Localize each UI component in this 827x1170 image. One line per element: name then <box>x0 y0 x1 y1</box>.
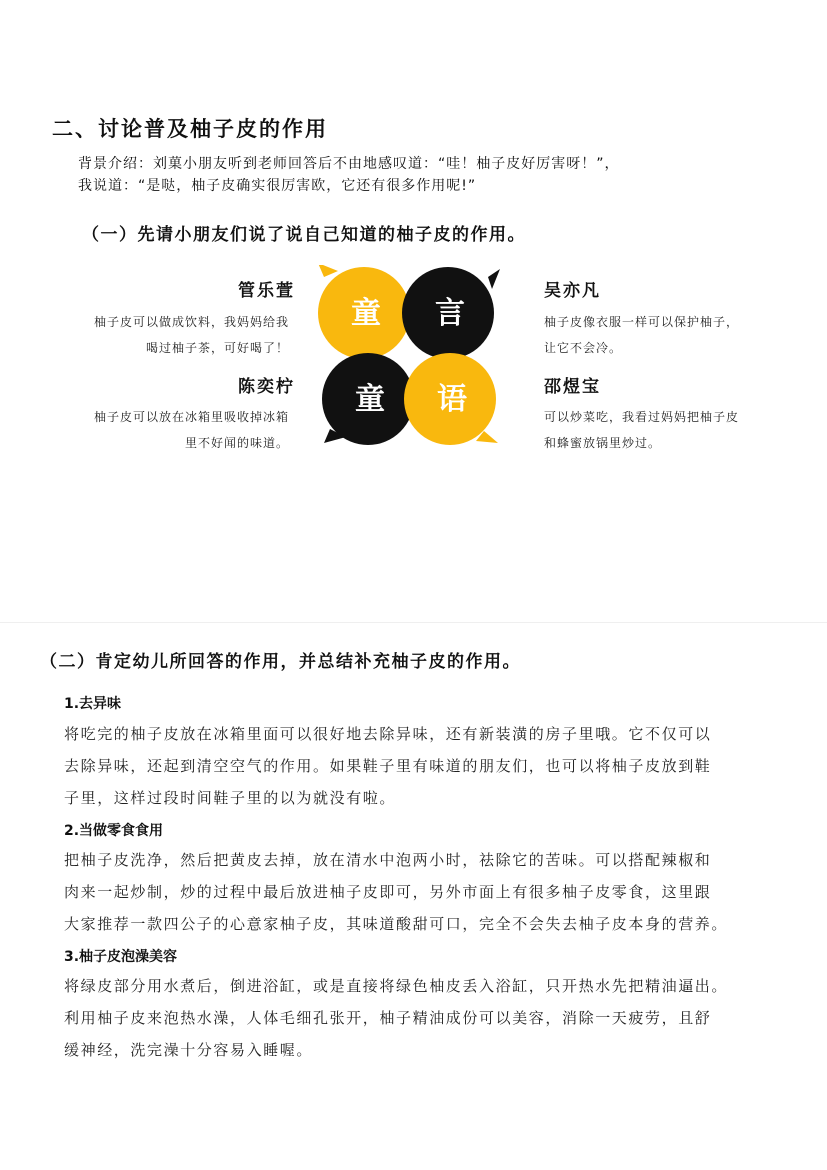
kid-quote-2 <box>544 309 739 361</box>
item-3-line-3: 缓神经，洗完澡十分容易入睡喔。 <box>64 1041 314 1059</box>
item-2-line-3: 大家推荐一款四公子的心意家柚子皮，其味道酸甜可口，完全不会失去柚子皮本身的营养。 <box>64 915 729 933</box>
part2-title: （二）肯定幼儿所回答的作用，并总结补充柚子皮的作用。 <box>40 652 521 672</box>
item-1-line-3: 子里，这样过段时间鞋子里的以为就没有啦。 <box>64 789 397 807</box>
bubble-char-1: 童 <box>351 296 381 331</box>
item-2-line-2: 肉来一起炒制，炒的过程中最后放进柚子皮即可，另外市面上有很多柚子皮零食，这里跟 <box>64 883 712 901</box>
page-divider <box>0 622 827 623</box>
item-2-line-1: 把柚子皮洗净，然后把黄皮去掉，放在清水中泡两小时，祛除它的苦味。可以搭配辣椒和 <box>64 851 712 869</box>
item-1-body <box>64 718 711 814</box>
kid-quote-4-line-2: 和蜂蜜放锅里炒过。 <box>544 436 662 450</box>
kid-quote-4-line-1: 可以炒菜吃，我看过妈妈把柚子皮 <box>544 410 740 424</box>
kid-quote-1-line-1: 柚子皮可以做成饮料，我妈妈给我 <box>93 315 289 329</box>
intro-line-1: 背景介绍：刘菓小朋友听到老师回答后不由地感叹道：“哇！柚子皮好厉害呀！”， <box>78 156 620 172</box>
bubble-char-2: 言 <box>435 296 465 331</box>
bubble-char-4: 语 <box>437 382 467 417</box>
part1-title: （一）先请小朋友们说了说自己知道的柚子皮的作用。 <box>82 225 526 245</box>
kid-name-3: 陈奕柠 <box>238 377 295 397</box>
item-3-line-1: 将绿皮部分用水煮后，倒进浴缸，或是直接将绿色柚皮丢入浴缸，只开热水先把精油逼出。 <box>64 977 729 995</box>
item-3-body <box>64 970 728 1066</box>
item-3-title: 3.柚子皮泡澡美容 <box>64 949 178 965</box>
kid-name-2: 吴亦凡 <box>544 281 601 301</box>
item-1-title: 1.去异味 <box>64 696 122 712</box>
kid-quote-1 <box>94 309 289 361</box>
speech-bubbles-graphic <box>316 265 516 455</box>
kid-name-1: 管乐萱 <box>238 281 295 301</box>
section-title: 二、讨论普及柚子皮的作用 <box>52 117 328 141</box>
kid-name-4: 邵煜宝 <box>544 377 601 397</box>
kid-quote-3-line-1: 柚子皮可以放在冰箱里吸收掉冰箱 <box>93 410 289 424</box>
item-1-line-2: 去除异味，还起到清空空气的作用。如果鞋子里有味道的朋友们，也可以将柚子皮放到鞋 <box>64 757 712 775</box>
bubble-char-3: 童 <box>355 382 385 417</box>
item-2-title: 2.当做零食食用 <box>64 823 164 839</box>
kid-quote-1-line-2: 喝过柚子茶，可好喝了！ <box>145 341 289 355</box>
kid-quote-2-line-2: 让它不会冷。 <box>544 341 623 355</box>
item-1-line-1: 将吃完的柚子皮放在冰箱里面可以很好地去除异味，还有新装潢的房子里哦。它不仅可以 <box>64 725 712 743</box>
item-2-body <box>64 844 728 940</box>
item-3-line-2: 利用柚子皮来泡热水澡，人体毛细孔张开，柚子精油成份可以美容，消除一天疲劳，且舒 <box>64 1009 712 1027</box>
kid-quote-4 <box>544 404 739 456</box>
kid-quote-3 <box>94 404 289 456</box>
kid-quote-3-line-2: 里不好闻的味道。 <box>184 436 289 450</box>
intro-line-2: 我说道：“是哒，柚子皮确实很厉害欧，它还有很多作用呢!” <box>78 178 477 194</box>
kid-quote-2-line-1: 柚子皮像衣服一样可以保护柚子， <box>544 315 740 329</box>
